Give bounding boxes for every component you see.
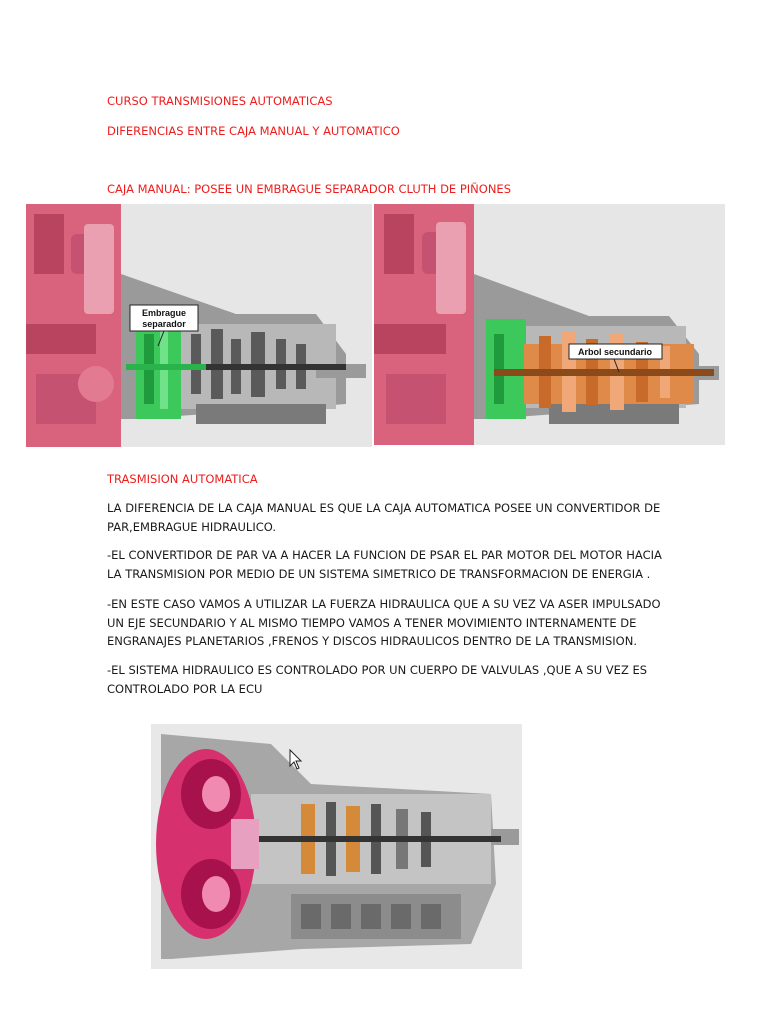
automatic-paragraph-1: LA DIFERENCIA DE LA CAJA MANUAL ES QUE LA CAJA AUTOMATICA POSEE UN CONVERTIDOR DE PAR,EMBRAGUE HIDRAULICO. — [107, 501, 661, 534]
automatic-paragraph-4: -EL SISTEMA HIDRAULICO ES CONTROLADO POR UN CUERPO DE VALVULAS ,QUE A SU VEZ ES CONTROLADO POR LA ECU — [107, 663, 648, 696]
automatic-transmission-figure — [151, 724, 522, 969]
automatic-paragraph-3: -EN ESTE CASO VAMOS A UTILIZAR LA FUERZA HIDRAULICA QUE A SU VEZ VA ASER IMPULSADO UN EJE SECUNDARIO Y AL MISMO TIEMPO VAMOS A TENER MOVIMIENTO INTERNAMENTE DE ENGRANAJES PLANETARIOS ,FRENOS Y DISCOS HIDRAULICOS DENTRO DE LA TRANSMISION. — [107, 597, 661, 648]
clutch-callout-line2: separador — [142, 319, 186, 329]
automatic-paragraph-2: -EL CONVERTIDOR DE PAR VA A HACER LA FUNCION DE PSAR EL PAR MOTOR DEL MOTOR HACIA LA TRANSMISION POR MEDIO DE UN SISTEMA SIMETRICO DE TRANSFORMACION DE ENERGIA . — [107, 548, 662, 581]
engine-block-illustration — [374, 204, 474, 445]
course-title: CURSO TRANSMISIONES AUTOMATICAS — [107, 94, 333, 108]
document-subtitle: DIFERENCIAS ENTRE CAJA MANUAL Y AUTOMATICO — [107, 124, 400, 138]
manual-gearbox-shaft-figure — [374, 204, 725, 445]
engine-block-illustration — [26, 204, 121, 447]
manual-gearbox-heading: CAJA MANUAL: POSEE UN EMBRAGUE SEPARADOR CLUTH DE PIÑONES — [107, 182, 511, 196]
shaft-callout-label: Arbol secundario — [577, 347, 653, 357]
manual-gearbox-clutch-figure — [26, 204, 372, 447]
clutch-callout-line1: Embrague — [141, 308, 187, 318]
automatic-transmission-heading: TRASMISION AUTOMATICA — [107, 472, 258, 486]
